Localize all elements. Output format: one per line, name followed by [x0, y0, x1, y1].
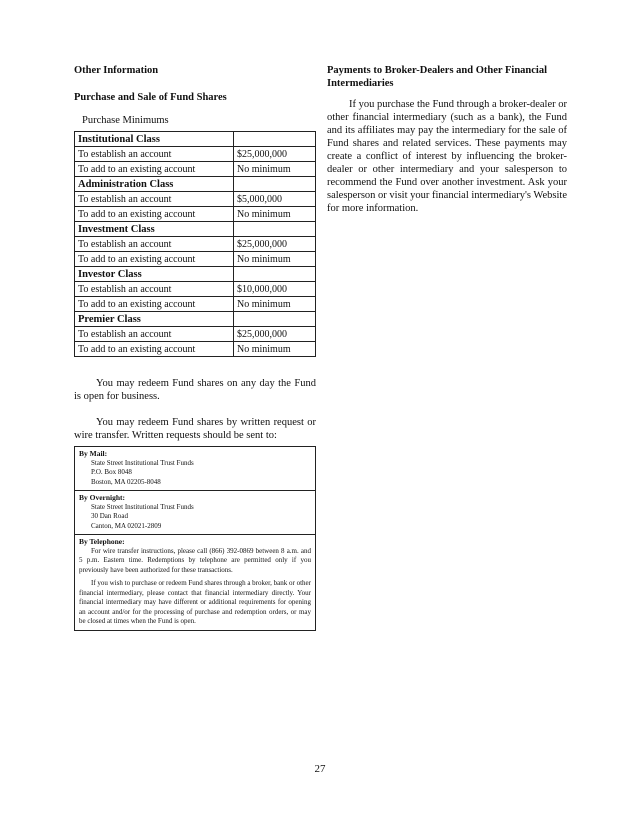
by-mail-section [75, 447, 315, 491]
table-row [75, 342, 316, 357]
by-mail-title: By Mail: [79, 449, 108, 458]
row-label: To add to an existing account [75, 162, 234, 177]
row-value: $25,000,000 [234, 237, 316, 252]
table-row [75, 147, 316, 162]
row-value: $25,000,000 [234, 147, 316, 162]
purchase-minimums-label: Purchase Minimums [82, 115, 169, 126]
class-name: Premier Class [75, 312, 234, 327]
payments-paragraph: If you purchase the Fund through a broker-dealer or other financial intermediary (such as a bank), the Fund and its affiliates may pay the intermediary for the sale of Fund shares and related services. These payments may create a conflict of interest by influencing the broker-dealer or other intermediary and your salesperson to recommend the Fund over another investment. Ask your salesperson or visit your financial intermediary's Website for more information. [327, 99, 567, 214]
by-overnight-section [75, 491, 315, 535]
payments-heading: Payments to Broker-Dealers and Other Financial Intermediaries [327, 65, 547, 89]
class-name: Institutional Class [75, 132, 234, 147]
class-header-row [75, 312, 316, 327]
row-value: No minimum [234, 297, 316, 312]
by-overnight-title: By Overnight: [79, 493, 126, 502]
class-header-empty-cell [234, 222, 316, 237]
class-header-row [75, 222, 316, 237]
row-value: $5,000,000 [234, 192, 316, 207]
overnight-line: 30 Dan Road [91, 512, 128, 520]
class-header-empty-cell [234, 177, 316, 192]
by-telephone-title: By Telephone: [79, 537, 125, 546]
overnight-line: State Street Institutional Trust Funds [91, 502, 194, 511]
class-header-empty-cell [234, 132, 316, 147]
row-label: To add to an existing account [75, 252, 234, 267]
class-name: Investor Class [75, 267, 234, 282]
intermediary-paragraph: If you wish to purchase or redeem Fund shares through a broker, bank or other financial intermediary, please contact that financial intermediary directly. Your financial intermediary may have different or additional requirements for opening an account and/or for the processing of purchase and redemption orders, or may be closed at times when the Fund is open. [79, 579, 311, 625]
row-label: To add to an existing account [75, 207, 234, 222]
redeem-paragraph-2: You may redeem Fund shares by written request or wire transfer. Written requests should be sent to: [74, 417, 316, 441]
purchase-minimums-table [74, 131, 316, 357]
right-column [327, 64, 567, 215]
class-header-row [75, 177, 316, 192]
row-label: To establish an account [75, 237, 234, 252]
class-name: Investment Class [75, 222, 234, 237]
table-row [75, 192, 316, 207]
class-name: Administration Class [75, 177, 234, 192]
table-row [75, 207, 316, 222]
row-label: To establish an account [75, 192, 234, 207]
left-column [74, 64, 316, 631]
table-row [75, 327, 316, 342]
row-label: To establish an account [75, 327, 234, 342]
row-value: $10,000,000 [234, 282, 316, 297]
row-label: To establish an account [75, 282, 234, 297]
row-value: No minimum [234, 252, 316, 267]
redemption-instructions-box [74, 446, 316, 631]
mail-line: Boston, MA 02205-8048 [91, 477, 161, 486]
overnight-line: Canton, MA 02021-2809 [91, 521, 162, 530]
row-value: No minimum [234, 207, 316, 222]
table-row [75, 252, 316, 267]
by-telephone-section [75, 535, 315, 630]
class-header-empty-cell [234, 312, 316, 327]
telephone-paragraph: For wire transfer instructions, please call (866) 392-0869 between 8 a.m. and 5 p.m. Eastern time. Redemptions by telephone are permitted only if you previously have been authorized for these transactions. [79, 546, 311, 574]
table-row [75, 237, 316, 252]
row-value: No minimum [234, 162, 316, 177]
section-heading: Other Information [74, 65, 159, 76]
redeem-paragraph-1: You may redeem Fund shares on any day the Fund is open for business. [74, 378, 316, 402]
row-label: To add to an existing account [75, 342, 234, 357]
mail-line: State Street Institutional Trust Funds [91, 458, 194, 467]
row-value: No minimum [234, 342, 316, 357]
table-row [75, 297, 316, 312]
purchase-sale-heading: Purchase and Sale of Fund Shares [74, 92, 227, 103]
table-row [75, 282, 316, 297]
class-header-row [75, 267, 316, 282]
page-number: 27 [314, 763, 326, 775]
row-label: To add to an existing account [75, 297, 234, 312]
class-header-empty-cell [234, 267, 316, 282]
class-header-row [75, 132, 316, 147]
mail-line: P.O. Box 8048 [91, 468, 132, 476]
row-value: $25,000,000 [234, 327, 316, 342]
table-row [75, 162, 316, 177]
row-label: To establish an account [75, 147, 234, 162]
